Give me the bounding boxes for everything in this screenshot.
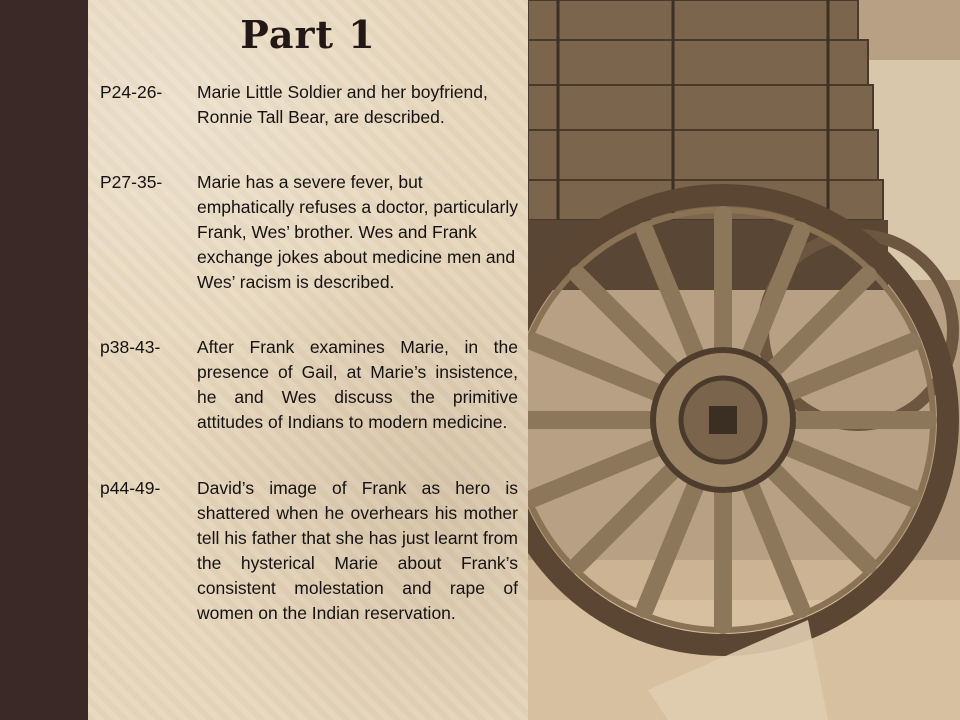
entry-description: David’s image of Frank as hero is shattered when he overhears his mother tell his father that she has just learnt from the hysterical Marie about Frank’s consistent molestation and rape of women on the Indian reservation. <box>197 478 518 623</box>
entry-description: After Frank examines Marie, in the presence of Gail, at Marie’s insistence, he and Wes discuss the primitive attitudes of Indians to modern medicine. <box>197 337 518 432</box>
entry-page-ref: p44-49- <box>100 478 161 498</box>
wagon-wheel-photo <box>528 0 960 720</box>
left-sidebar-bar <box>0 0 88 720</box>
entry-page-ref: P24-26- <box>100 82 163 102</box>
entry-page-ref: P27-35- <box>100 172 163 192</box>
entry-page-ref: p38-43- <box>100 337 161 357</box>
entry-description: Marie Little Soldier and her boyfriend, Ronnie Tall Bear, are described. <box>197 82 488 127</box>
slide-title: Part 1 <box>240 12 376 57</box>
entry-description: Marie has a severe fever, but emphatically refuses a doctor, particularly Frank, Wes’ brother. Wes and Frank exchange jokes about medicine men and Wes’ racism is described. <box>197 172 518 292</box>
wagon-wheel-illustration <box>528 0 960 720</box>
